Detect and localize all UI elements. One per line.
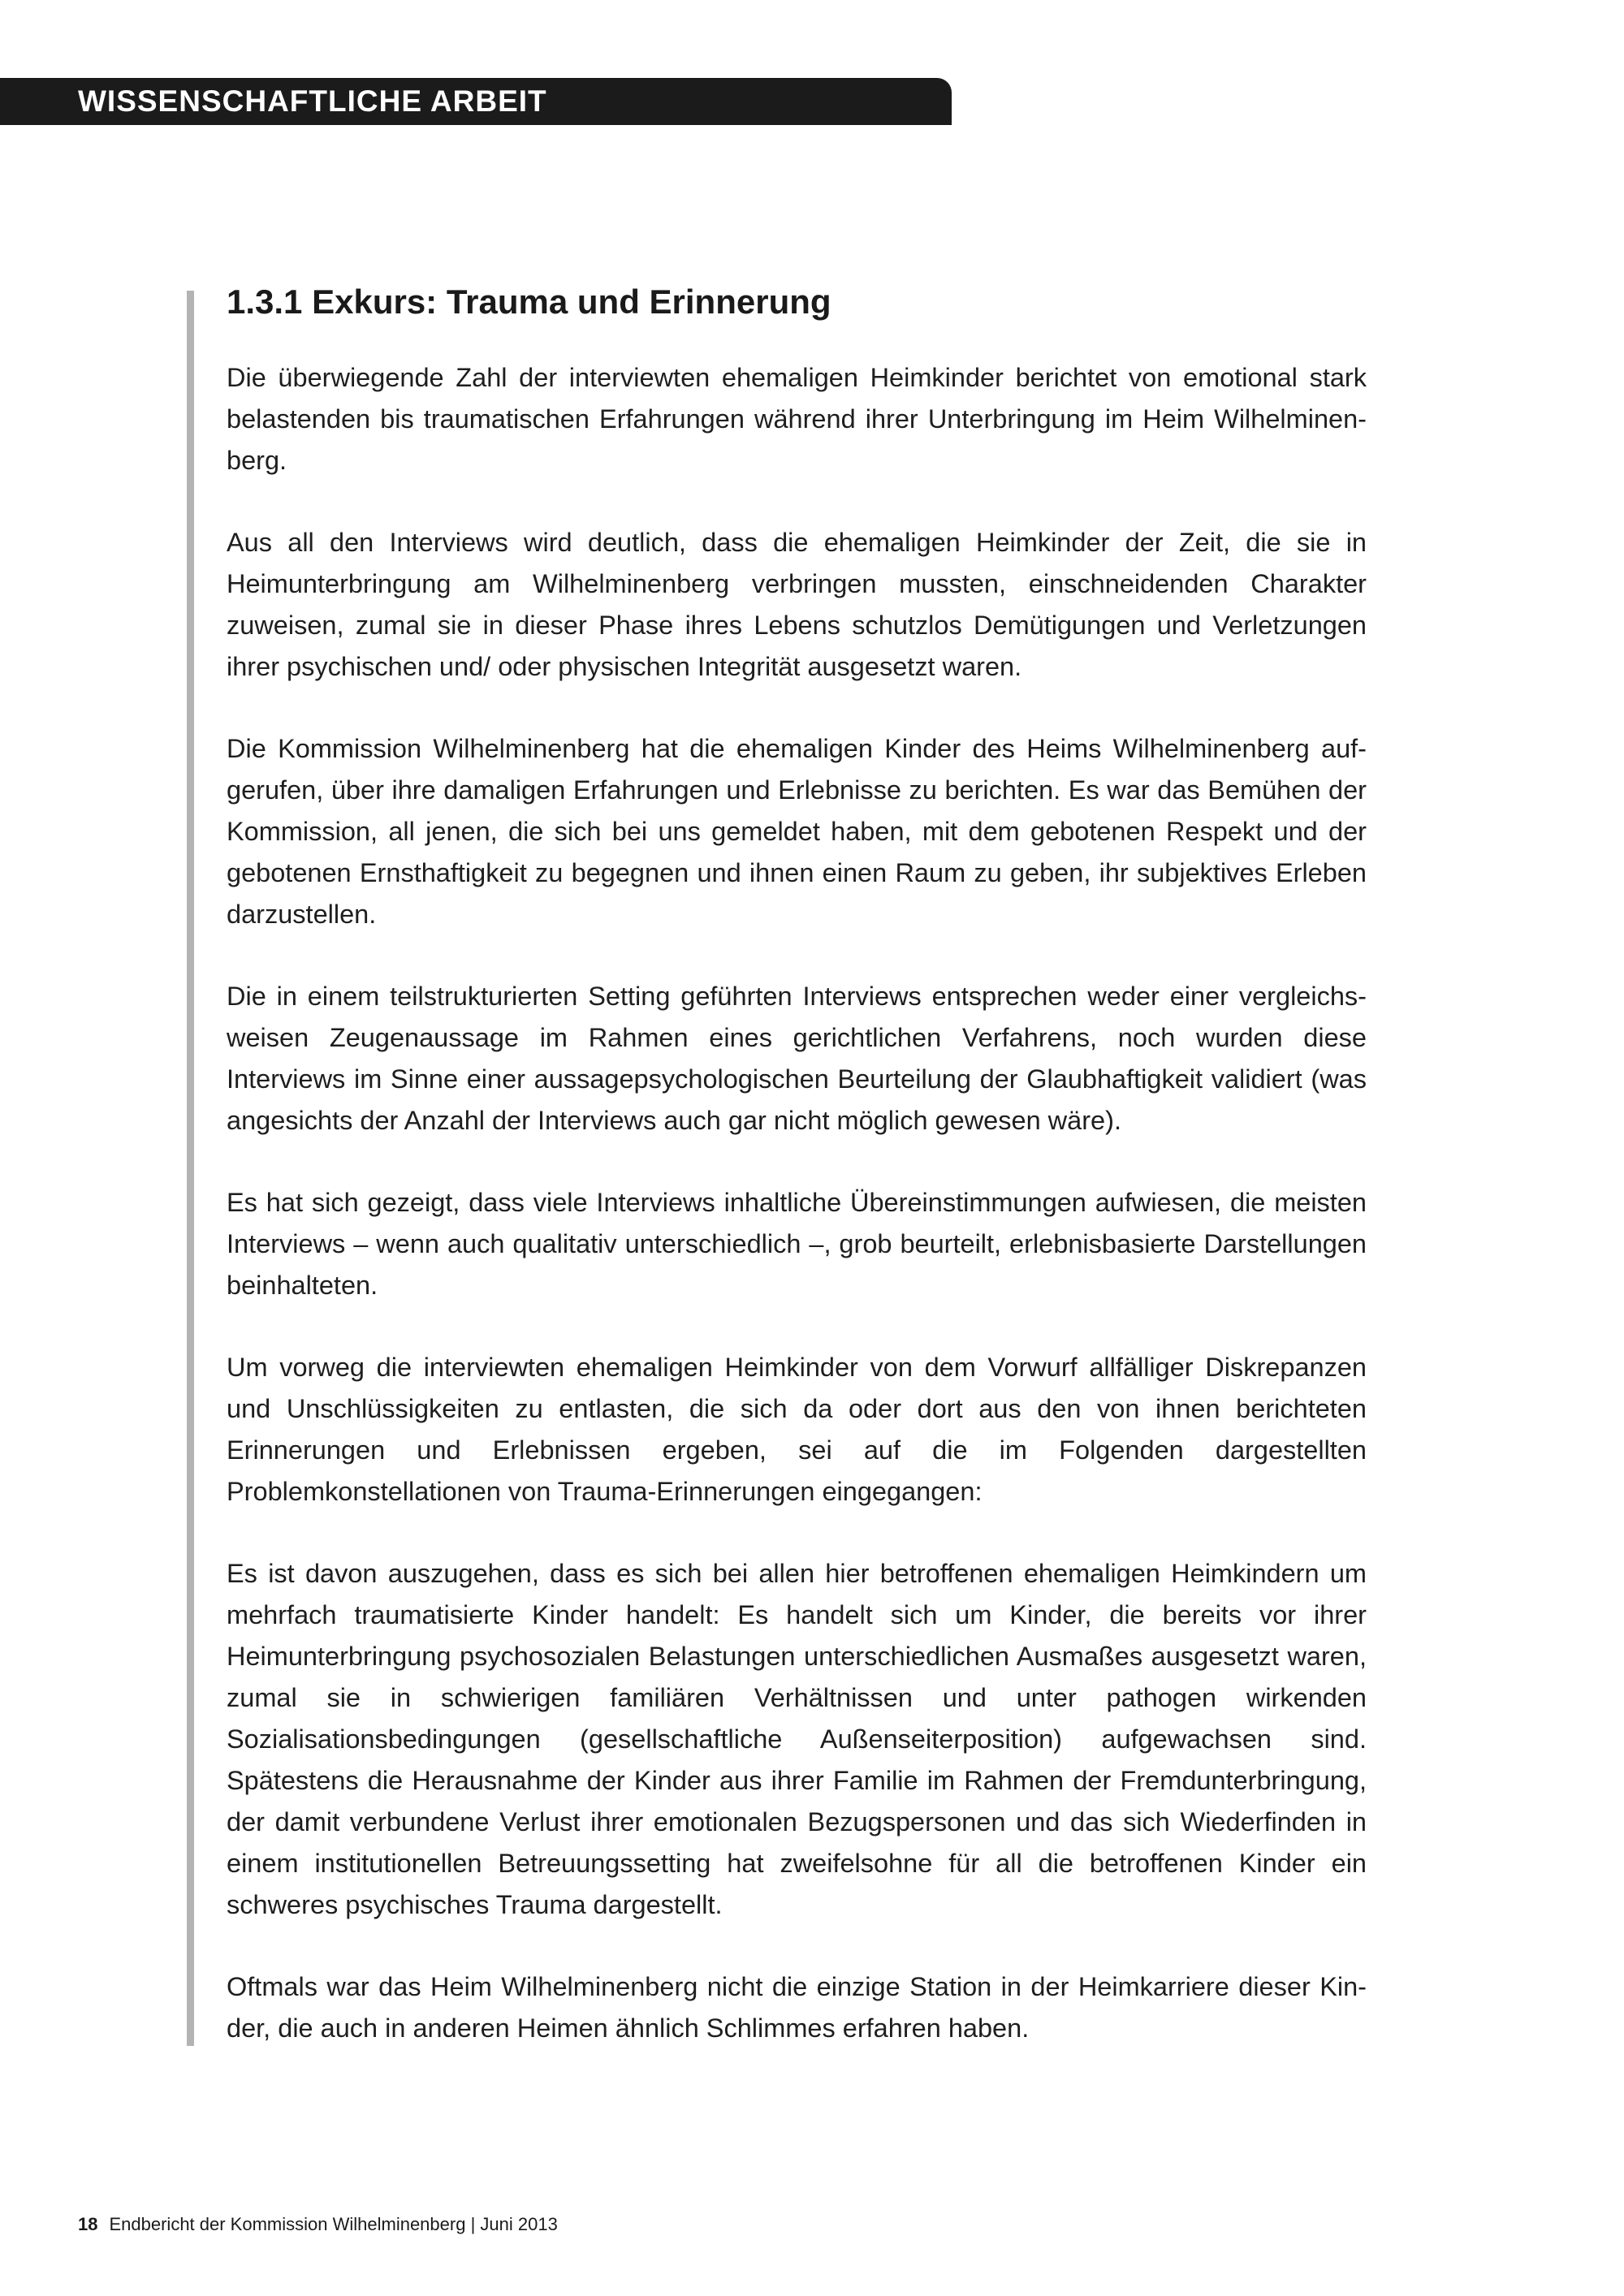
page-number: 18 [78, 2214, 98, 2234]
section-side-rule [187, 291, 194, 2046]
page-footer [78, 2214, 558, 2235]
paragraph: Die in einem teilstrukturierten Setting geführten Interviews entsprechen weder einer vergleichsweisen Zeugenaussage im Rahmen eines gerichtlichen Verfahrens, noch wurden diese Interviews im Sinne einer aussagepsychologischen Beurteilung der Glaubhaftigkeit validiert (was angesichts der Anzahl der Interviews auch gar nicht möglich gewesen wäre). [227, 982, 1367, 1135]
paragraph: Es ist davon auszugehen, dass es sich bei allen hier betroffenen ehemaligen Heimkindern um mehrfach traumatisierte Kinder handelt: Es handelt sich um Kinder, die bereits vor ihrer Heimunterbringung psychosozialen Belastungen unterschiedlichen Ausmaßes ausgesetzt waren, zumal sie in schwierigen familiären Verhältnissen und unter pathogen wirkenden Sozialisationsbedingungen (gesellschaftliche Außenseiterposition) aufgewachsen sind. Spätestens die Herausnahme der Kinder aus ihrer Familie im Rahmen der Fremdunterbringung, der damit verbundene Verlust ihrer emotionalen Bezugspersonen und das sich Wiederfinden in einem institutionellen Betreuungssetting hat zweifelsohne für all die betroffenen Kinder ein schweres psychisches Trauma dargestellt. [227, 1559, 1367, 1919]
paragraph: Oftmals war das Heim Wilhelminenberg nicht die einzige Station in der Heimkarriere dieser Kinder, die auch in anderen Heimen ähnlich Schlimmes erfahren haben. [227, 1972, 1367, 2043]
paragraph: Aus all den Interviews wird deutlich, dass die ehemaligen Heimkinder der Zeit, die sie in Heimunterbringung am Wilhelminenberg verbringen mussten, einschneidenden Charakter zuweisen, zumal sie in dieser Phase ihres Lebens schutzlos Demütigungen und Verletzungen ihrer psychischen und/ oder physischen Integrität ausgesetzt waren. [227, 528, 1367, 681]
paragraph: Die Kommission Wilhelminenberg hat die ehemaligen Kinder des Heims Wilhelminenberg aufgerufen, über ihre damaligen Erfahrungen und Erlebnisse zu berichten. Es war das Bemühen der Kommission, all jenen, die sich bei uns gemeldet haben, mit dem gebotenen Respekt und der gebotenen Ernsthaftigkeit zu begegnen und ihnen einen Raum zu geben, ihr subjektives Erleben darzustellen. [227, 734, 1367, 929]
footer-publication-text: Endbericht der Kommission Wilhelminenberg | Juni 2013 [109, 2214, 558, 2234]
section-heading: 1.3.1 Exkurs: Trauma und Erinnerung [227, 283, 831, 321]
paragraph: Um vorweg die interviewten ehemaligen Heimkinder von dem Vorwurf allfälliger Diskrepanzen und Unschlüssigkeiten zu entlasten, die sich da oder dort aus den von ihnen berichteten Erinnerungen und Erlebnissen ergeben, sei auf die im Folgenden dargestellten Problemkonstellationen von Trauma-Erinnerungen eingegangen: [227, 1353, 1367, 1506]
paragraph: Die überwiegende Zahl der interviewten ehemaligen Heimkinder berichtet von emotional stark belastenden bis traumatischen Erfahrungen während ihrer Unterbringung im Heim Wilhelminenberg. [227, 363, 1367, 475]
running-header-title: WISSENSCHAFTLICHE ARBEIT [78, 84, 547, 118]
paragraph: Es hat sich gezeigt, dass viele Interviews inhaltliche Übereinstimmungen aufwiesen, die meisten Interviews – wenn auch qualitativ unterschiedlich –, grob beurteilt, erlebnisbasierte Darstellungen beinhalteten. [227, 1188, 1367, 1300]
section-body [227, 278, 1367, 2090]
running-header-bar [0, 78, 952, 125]
